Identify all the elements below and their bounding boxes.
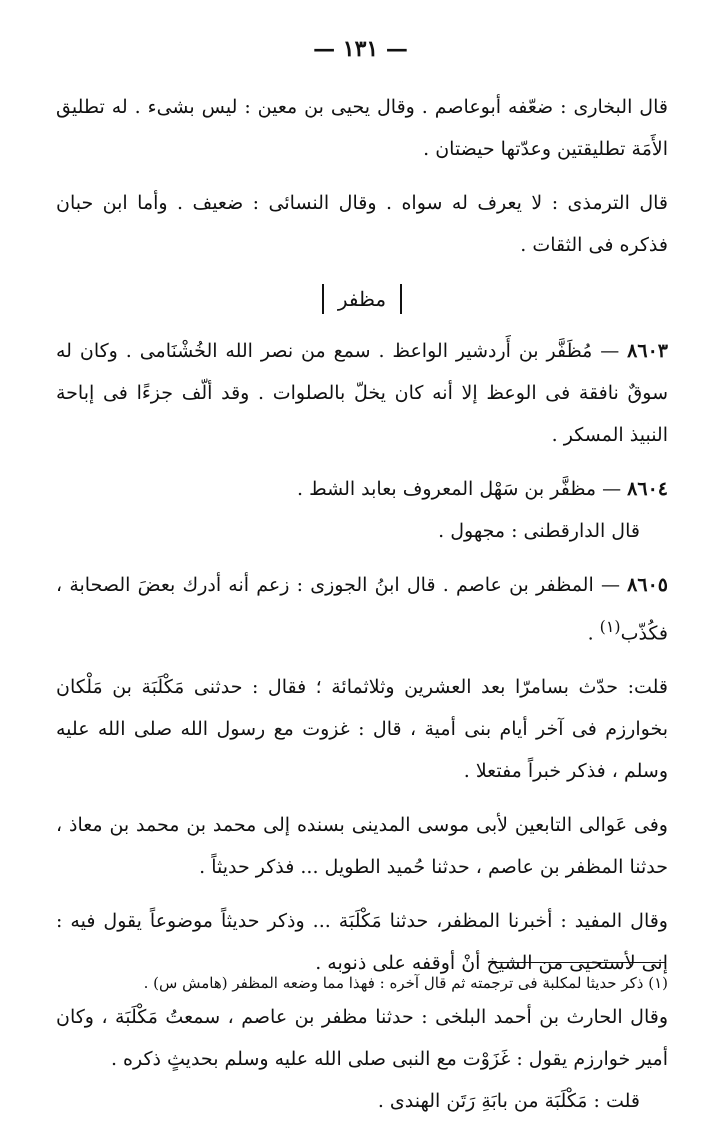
entry-end: . xyxy=(587,622,600,645)
paragraph-tirmidhi: قال الترمذى : لا يعرف له سواه . وقال النسائى : ضعيف . وأما ابن حبان فذكره فى الثقات . xyxy=(56,192,668,256)
paragraph-harith: وقال الحارث بن أحمد البلخى : حدثنا مظفر بن عاصم ، سمعتُ مَكْلَبَة ، وكان أمير خوارزم يقول : غَزَوْت مع النبى صلى الله عليه وسلم بحديثٍ ذكره . xyxy=(56,1006,668,1071)
entry-text: — المظفر بن عاصم . قال ابنُ الجوزى : زعم أنه أدرك بعضَ الصحابة ، فكُذّب xyxy=(56,574,668,645)
paragraph-mufid: وقال المفيد : أخبرنا المظفر، حدثنا مَكْلَبَة ... وذكر حديثاً موضوعاً يقول فيه : إنى لأستحيى من الشيخ أنْ أوقفه على ذنوبه . xyxy=(56,910,668,975)
entry-text: — مُظَفَّر بن أَردشير الواعظ . سمع من نصر الله الخُشْنَامى . وكان له سوقٌ نافقة فى الوعظ إلا أنه كان يخلّ بالصلوات . وقد ألّف جزءًا فى إباحة النبيذ المسكر . xyxy=(56,340,668,446)
section-header xyxy=(56,280,668,320)
paragraph-qultu-1: قلت: حدّث بسامرّا بعد العشرين وثلاثمائة ؛ فقال : حدثنى مَكْلَبَة بن مَلْكان بخوارزم فى آخر أيام بنى أمية ، قال : غزوت مع رسول الله صلى الله عليه وسلم ، فذكر خبراً مفتعلا . xyxy=(56,676,668,783)
entry-8603 xyxy=(56,330,668,456)
footnote-divider xyxy=(495,962,665,963)
footnote: (١) ذكر حديثا لمكلبة فى ترجمته ثم قال آخره : فهذا مما وضعه المظفر (هامش س) . xyxy=(143,974,668,992)
entry-8604-comment: قال الدارقطنى : مجهول . xyxy=(438,520,640,542)
main-text xyxy=(56,86,668,1122)
page-number: — ١٣١ — xyxy=(313,36,408,62)
entry-8604 xyxy=(56,468,668,510)
entry-number: ٨٦٠٥ xyxy=(627,574,668,596)
entry-text: — مظفَّر بن سَهْل المعروف بعابد الشط . xyxy=(297,478,622,500)
entry-number: ٨٦٠٤ xyxy=(627,478,668,500)
entry-8605 xyxy=(56,564,668,654)
paragraph-awali: وفى عَوالى التابعين لأبى موسى المدينى بسنده إلى محمد بن محمد بن معاذ ، حدثنا المظفر بن عاصم ، حدثنا حُميد الطويل ... فذكر حديثاً . xyxy=(56,814,668,879)
footnote-reference: (١) xyxy=(599,617,621,636)
paragraph-bukhari: قال البخارى : ضعّفه أبوعاصم . وقال يحيى بن معين : ليس بشىء . له تطليق الأَمَة تطليقتين وعدّتها حيضتان . xyxy=(56,96,668,160)
paragraph-qultu-2: قلت : مَكْلَبَة من بابَةِ رَتَن الهندى . xyxy=(377,1090,640,1113)
entry-number: ٨٦٠٣ xyxy=(627,340,668,362)
section-header-label: مظفر xyxy=(322,284,402,314)
